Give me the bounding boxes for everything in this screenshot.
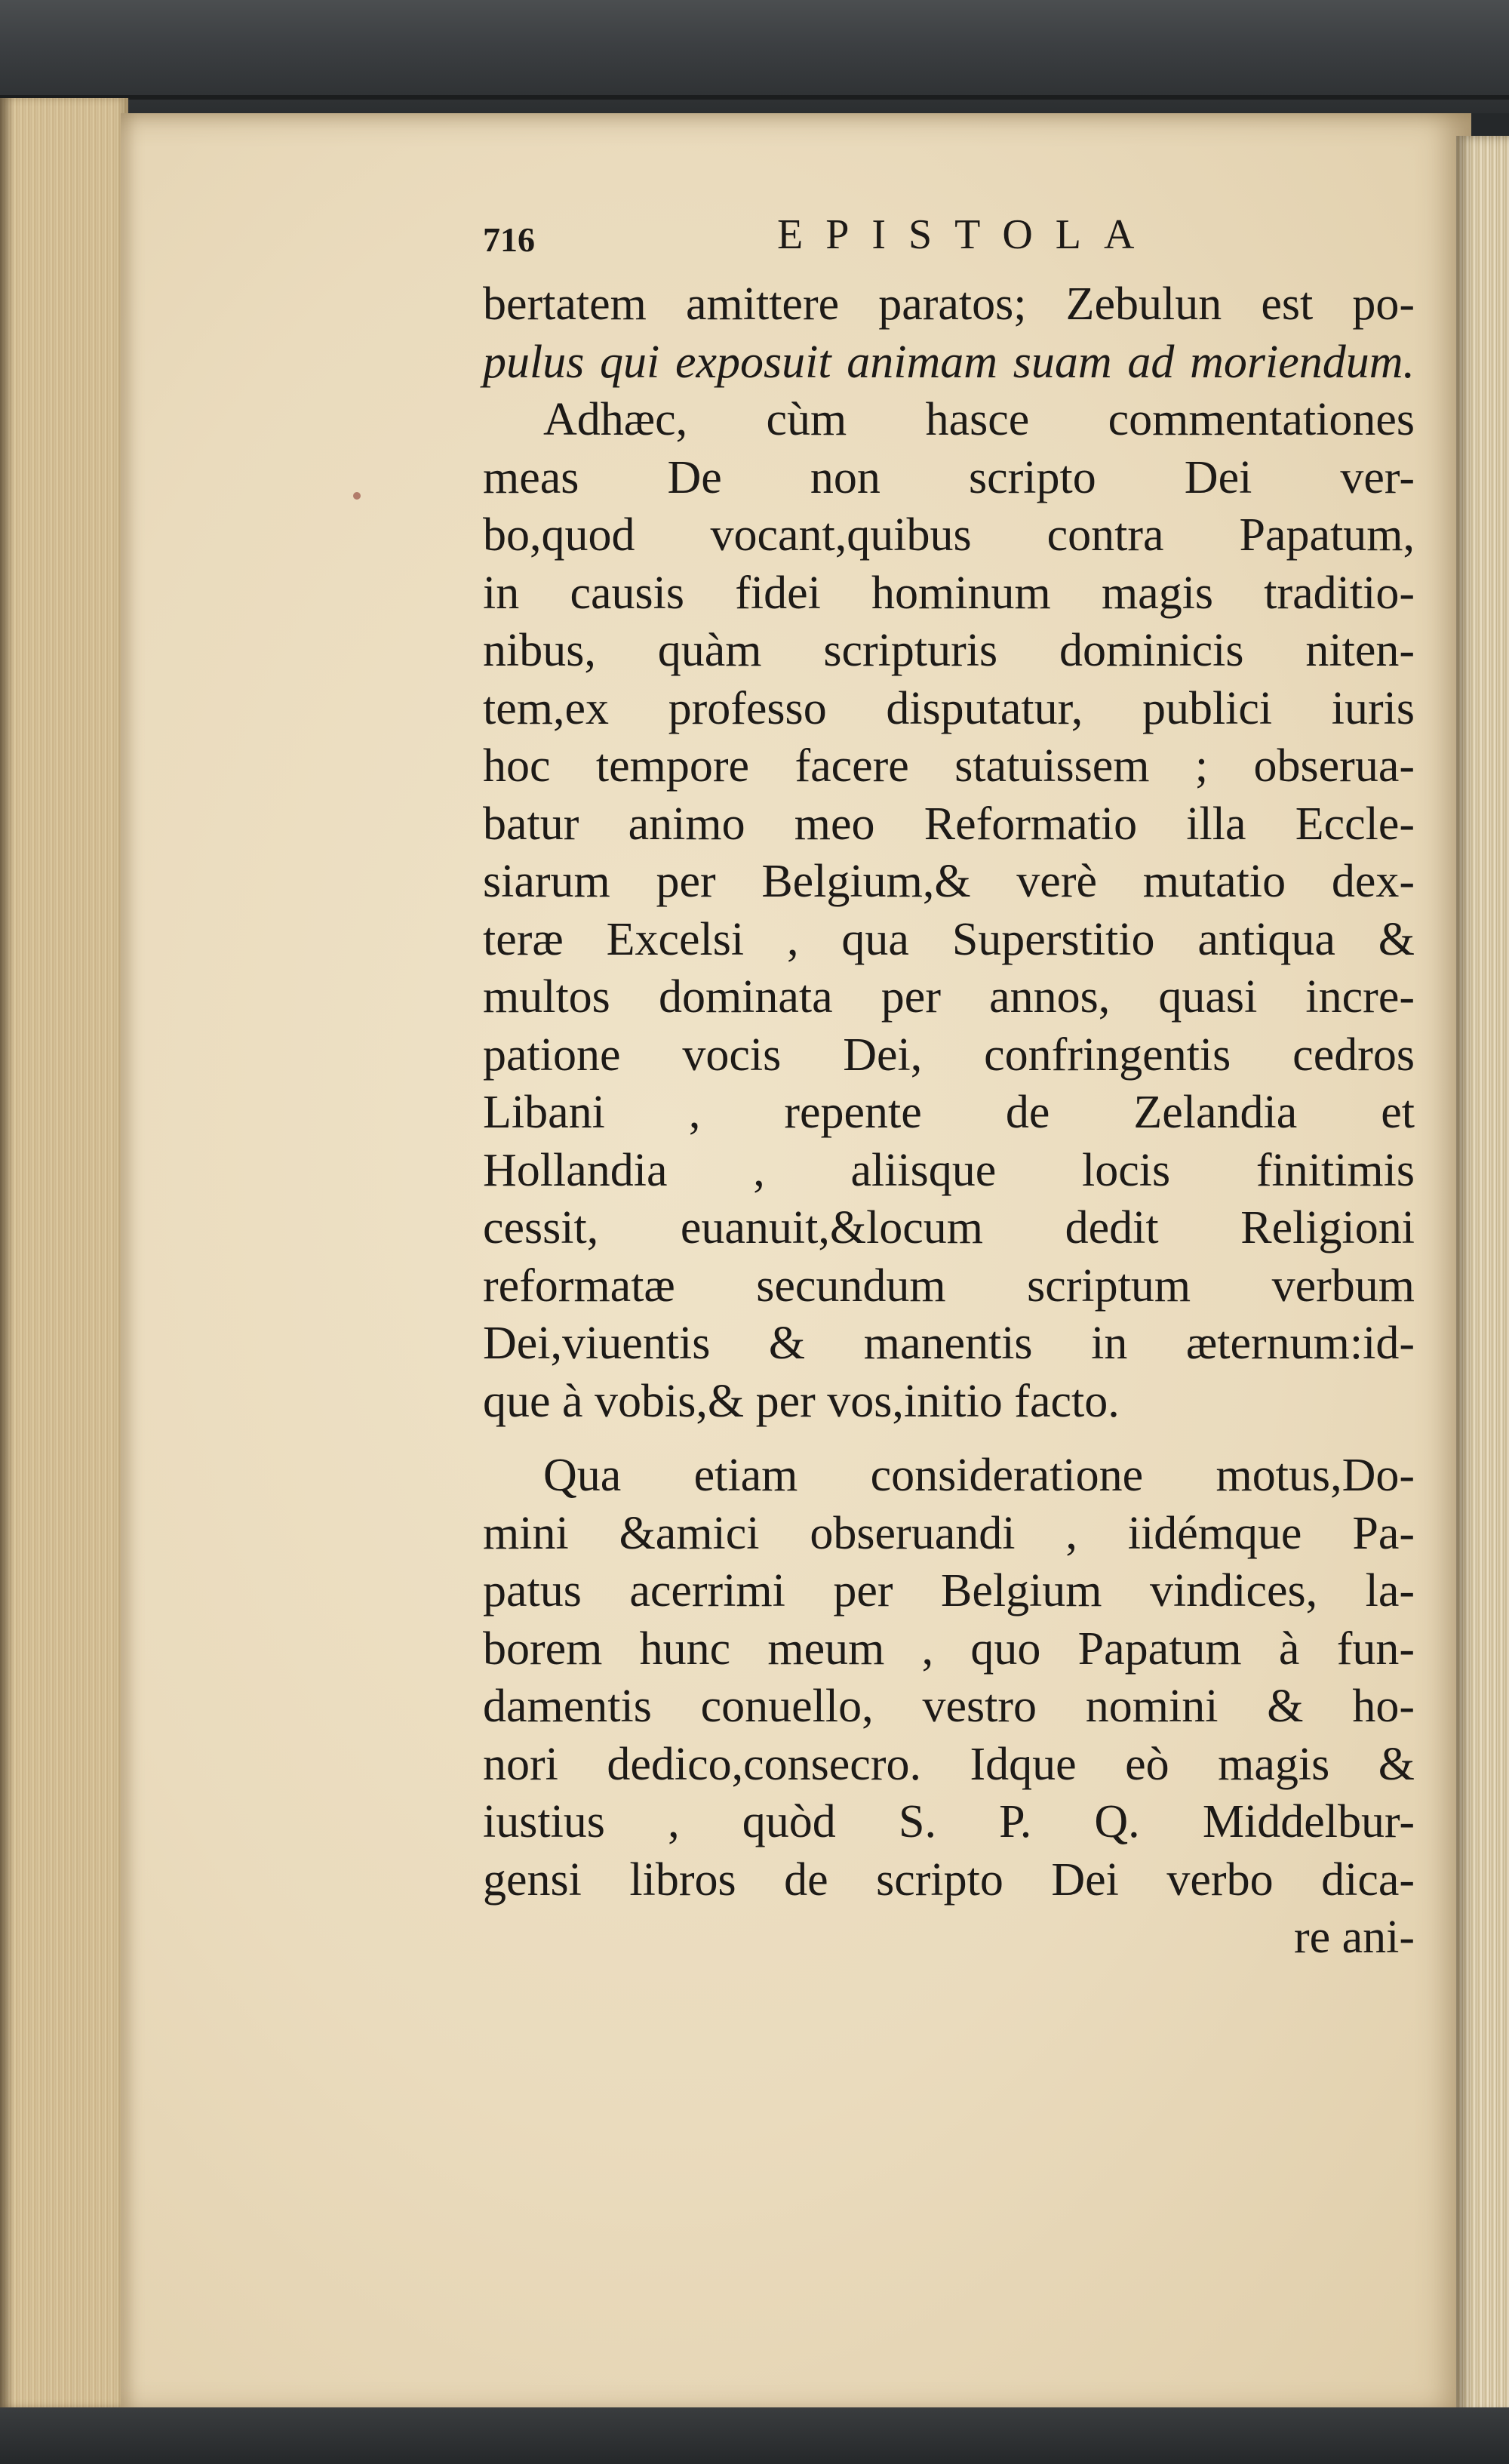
text-line: patus acerrimi per Belgium vindices, la-: [483, 1565, 1415, 1617]
text-line: batur animo meo Reformatio illa Eccle-: [483, 798, 1415, 850]
text-line: bo,quod vocant,quibus contra Papatum,: [483, 509, 1415, 561]
page-header: [483, 208, 1415, 275]
book-top-edge: [0, 0, 1509, 113]
text-line: patione vocis Dei, confringentis cedros: [483, 1029, 1415, 1081]
paragraph-gap: [483, 1430, 1415, 1447]
catchword: re ani-: [1293, 1912, 1415, 1963]
text-line: iustius , quòd S. P. Q. Middelbur-: [483, 1796, 1415, 1847]
text-line: Qua etiam consideratione motus,Do-: [543, 1450, 1415, 1501]
text-line: in causis fidei hominum magis traditio-: [483, 567, 1415, 619]
text-line: Hollandia , aliisque locis finitimis: [483, 1144, 1415, 1196]
text-line: Libani , repente de Zelandia et: [483, 1087, 1415, 1138]
text-line: mini &amici obseruandi , iidémque Pa-: [483, 1507, 1415, 1559]
text-line: multos dominata per annos, quasi incre-: [483, 971, 1415, 1023]
page-stack-right: [1456, 136, 1509, 2415]
text-line: gensi libros de scripto Dei verbo dica-: [483, 1853, 1415, 1906]
text-line: teræ Excelsi , qua Superstitio antiqua &: [483, 913, 1415, 965]
text-block: [483, 208, 1415, 1967]
book-bottom-edge: [0, 2407, 1509, 2464]
margin-ink-spot: [353, 492, 361, 500]
text-line: hoc tempore facere statuissem ; obserua-: [483, 740, 1415, 792]
running-head: EPISTOLA: [777, 211, 1157, 258]
text-line: reformatæ secundum scriptum verbum: [483, 1260, 1415, 1312]
text-line: nibus, quàm scripturis dominicis niten-: [483, 625, 1415, 676]
text-line: nori dedico,consecro. Idque eò magis &: [483, 1738, 1415, 1790]
text-line: siarum per Belgium,& verè mutatio dex-: [483, 856, 1415, 907]
text-line: pulus qui exposuit animam suam ad moriendum.: [483, 336, 1415, 388]
text-line: que à vobis,& per vos,initio facto.: [483, 1375, 1120, 1427]
text-line: cessit, euanuit,&locum dedit Religioni: [483, 1202, 1415, 1254]
text-line: meas De non scripto Dei ver-: [483, 451, 1415, 503]
text-line: tem,ex professo disputatur, publici iuris: [483, 682, 1415, 734]
text-line: bertatem amittere paratos; Zebulun est po-: [483, 278, 1415, 330]
text-line: Adhæc, cùm hasce commentationes: [543, 394, 1415, 445]
text-line: damentis conuello, vestro nomini & ho-: [483, 1681, 1415, 1732]
text-line: borem hunc meum , quo Papatum à fun-: [483, 1623, 1415, 1675]
text-line: Dei,viuentis & manentis in æternum:id-: [483, 1318, 1415, 1369]
page-stack-left: [0, 98, 128, 2407]
page-number: 716: [483, 220, 535, 259]
